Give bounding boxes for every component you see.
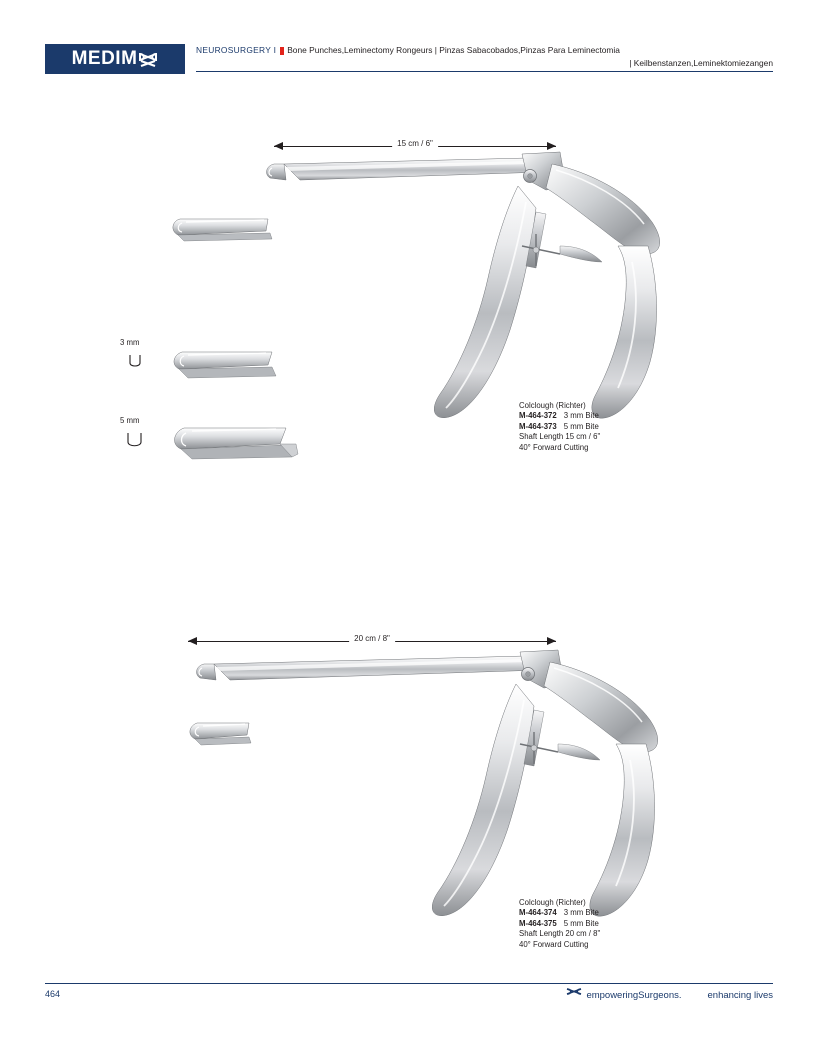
arrowhead-right-icon [547,637,556,645]
bite-label-5mm: 5 mm [120,416,140,425]
caption-shaft-length: Shaft Length 15 cm / 6" [519,432,601,442]
bite-size: 5 mm Bite [563,421,599,431]
caption-row-1 [519,908,600,918]
bite-size: 3 mm Bite [563,411,599,421]
header-category: NEUROSURGERY I [196,45,277,55]
header-description: Bone Punches,Leminectomy Rongeurs | Pinzas Sabacobados,Pinzas Para Leminectomia [287,45,620,55]
arrowhead-left-icon [274,142,283,150]
header-description-line2: | Keilbenstanzen,Leminektomiezangen [629,58,773,68]
figure-block-1 [0,0,818,520]
caption-title: Colclough (Richter) [519,401,586,410]
jaw-detail-3mm [168,348,283,387]
bite-gauge-3mm-icon [126,353,144,376]
jaw-detail-2a [185,718,260,753]
bite-label-3mm: 3 mm [120,338,140,347]
logo-wordmark: MEDIM [71,48,138,69]
arrowhead-left-icon [188,637,197,645]
arrowhead-right-icon [547,142,556,150]
caption-cutting-angle: 40° Forward Cutting [519,442,589,452]
footer-brand-text: empoweringSurgeons. [586,989,682,1001]
dimension-arrow-2 [188,635,556,647]
catalog-code: M-464-373 [519,421,557,431]
catalog-code: M-464-375 [519,918,557,928]
footer-divider [45,983,773,984]
caption-block-1 [519,401,600,453]
dimension-label: 15 cm / 6" [392,139,438,148]
x-mark-icon [565,988,583,1002]
jaw-detail-1a [168,213,278,250]
page-number: 464 [45,989,61,999]
instrument-illustration-2 [188,648,708,953]
figure-block-2 [0,500,818,980]
dimension-label: 20 cm / 8" [349,634,395,643]
instrument-illustration-1 [260,150,710,445]
catalog-code: M-464-372 [519,411,557,421]
jaw-detail-5mm [168,424,303,469]
footer-brand [565,988,681,1002]
bite-size: 5 mm Bite [563,918,599,928]
caption-shaft-length: Shaft Length 20 cm / 8" [519,929,601,939]
footer-right [565,988,773,1002]
caption-title: Colclough (Richter) [519,898,586,907]
catalog-code: M-464-374 [519,908,557,918]
bite-gauge-5mm-icon [124,431,146,456]
footer-tagline: enhancing lives [707,989,773,1001]
caption-block-2 [519,898,600,950]
bite-size: 3 mm Bite [563,908,599,918]
caption-row-2 [519,422,600,432]
caption-cutting-angle: 40° Forward Cutting [519,939,589,949]
caption-row-2 [519,919,600,929]
caption-row-1 [519,411,600,421]
